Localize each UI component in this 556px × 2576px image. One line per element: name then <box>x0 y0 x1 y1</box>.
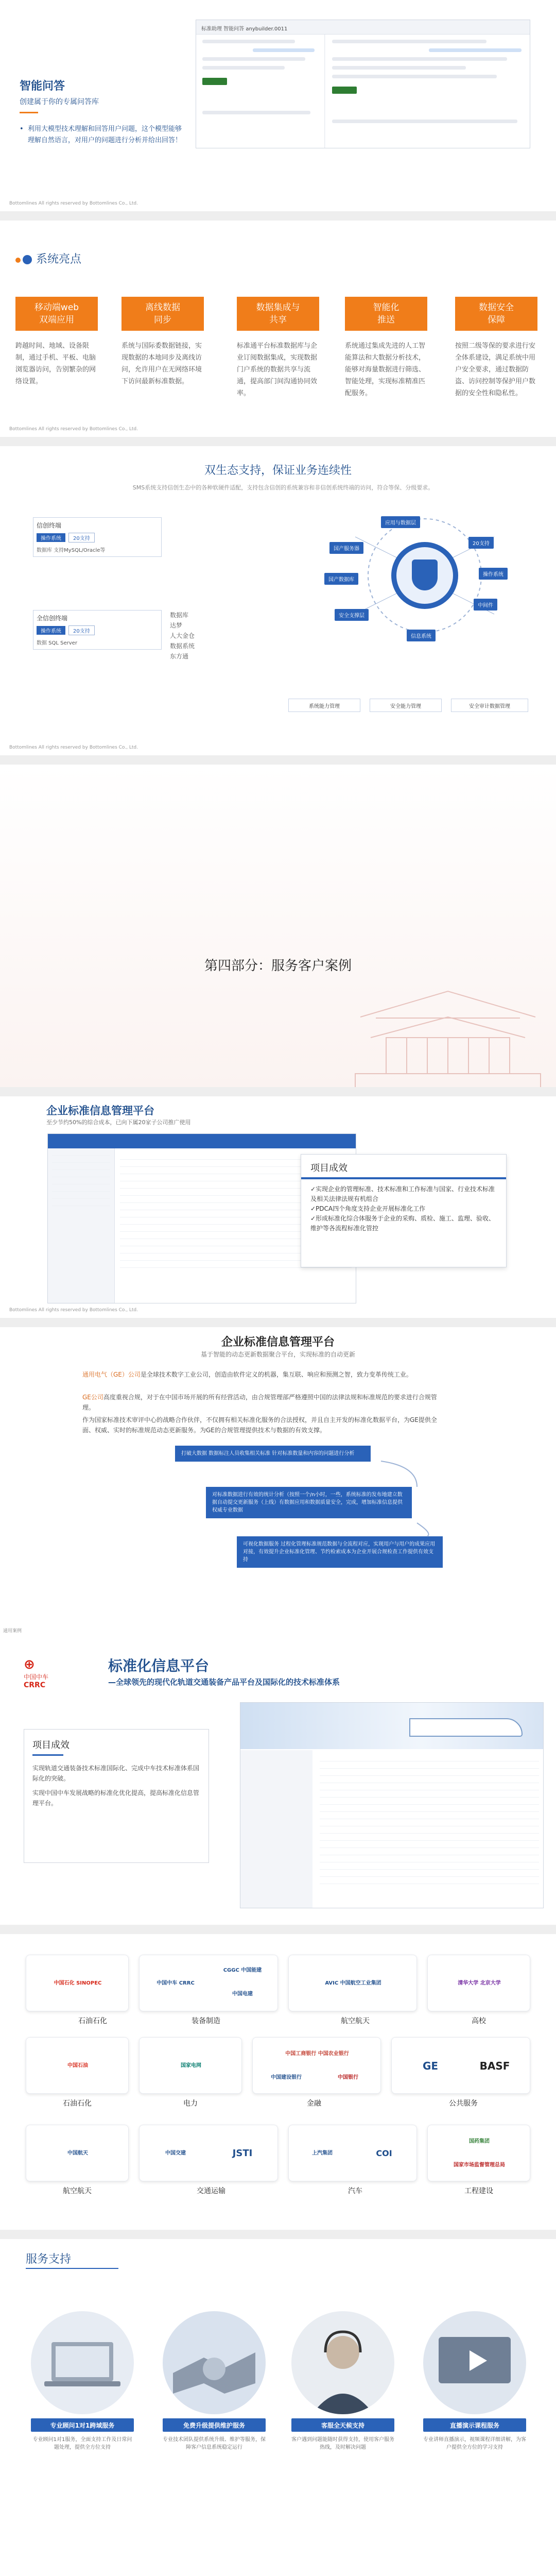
result-bar <box>32 1754 63 1756</box>
client-logo: 中国航天 <box>67 2150 88 2156</box>
list-item: 达梦 <box>170 622 183 629</box>
client-logo: COI <box>376 2148 392 2158</box>
category-label: 装备制造 <box>192 2017 220 2025</box>
feature-desc: 系统与国际委数据链接，实现数据的本地同步及离线访问，允许用户在无网络环境下访问最新标准数据。 <box>121 342 202 385</box>
footer: Bottomlines All rights reserved by Bottomlines Co., Ltd. <box>9 1308 138 1313</box>
title-bar <box>26 2268 118 2269</box>
card-row: 数据 SQL Server <box>37 640 77 646</box>
logo-card <box>427 1955 530 2011</box>
legend-item: 系统能力管理 <box>288 699 360 712</box>
logo-card <box>139 2125 278 2181</box>
security-hub-diagram <box>314 506 530 660</box>
slide-dual-ecosystem <box>0 446 556 755</box>
service-photo <box>291 2311 394 2414</box>
footer: Bottomlines All rights reserved by Bottomlines Co., Ltd. <box>9 745 138 750</box>
step-box: 可视化数据服务 过程化管理标准规范数据与全流程对应，实现用户与用户的成果应用对接，有效提升企业标准化管理、节约检索成本为企业开展合规检查工作提供有效支持 <box>237 1536 443 1568</box>
service-desc: 专业顾问1对1服务，全面支持工作及日常问题处理，提供全方位支持 <box>32 2437 132 2450</box>
platform-header <box>48 1134 356 1148</box>
category-label: 石油石化 <box>78 2017 107 2025</box>
card-title: 信创终端 <box>37 522 62 529</box>
qa-intro <box>20 77 184 146</box>
card-row: 数据库 支持MySQL/Oracle等 <box>37 548 106 553</box>
hub-node: 国产服务器 <box>329 542 363 554</box>
feature-title: 移动端web 双端应用 <box>15 297 98 331</box>
category-label: 工程建设 <box>464 2187 493 2195</box>
hub-node: 中间件 <box>474 599 497 611</box>
feature-title: 离线数据 同步 <box>121 297 204 331</box>
service-desc: 客户遇到问题能随时获得支持，使用客户服务热线，及时解决问题 <box>291 2437 394 2450</box>
client-logo: 中国中车 CRRC <box>157 1980 195 1986</box>
eco-desc: SMS系统支持信创生态中的各种软硬件适配，支持包含信创的系统兼容和非信创系统终端的访问，符合等保、分级要求。 <box>132 484 434 491</box>
service-card <box>423 2311 526 2451</box>
project-result-card <box>301 1154 507 1267</box>
accent-bar <box>20 112 38 113</box>
service-label: 客服全天候支持 <box>291 2418 394 2432</box>
qa-app-screenshot <box>196 20 530 148</box>
slide-smart-qa <box>0 0 556 211</box>
hub-node: 操作系统 <box>479 568 508 580</box>
hub-node: 安全支撑层 <box>335 609 369 621</box>
service-label: 免费升级提供维护服务 <box>163 2418 266 2432</box>
client-logo: BASF <box>479 2060 510 2072</box>
hub-node: 信息系统 <box>407 630 436 641</box>
slide-crrc-case <box>0 1636 556 1925</box>
client-logo: 中国石油 <box>67 2063 88 2069</box>
ge-subtitle: 基于智能的动态更新数据聚合平台，实现标准的自动更新 <box>200 1351 355 1358</box>
separator <box>0 437 556 446</box>
client-logo: 国家电网 <box>181 2063 201 2069</box>
client-logo: 清华大学 北京大学 <box>458 1980 501 1986</box>
result-item: ✓实现企业的管理标准、技术标准和工作标准与国家、行业技术标准及相关法律法规有机组合 <box>310 1185 495 1202</box>
train-banner <box>240 1703 543 1749</box>
qa-chat-pane-right <box>326 35 530 148</box>
category-label: 金融 <box>307 2099 321 2108</box>
support-box: 20支持 <box>68 533 95 543</box>
crrc-subtitle: —全球领先的现代化轨道交通装备产品平台及国际化的技术标准体系 <box>108 1677 340 1687</box>
ge-para-1: 通用电气（GE）公司是全球技术数字工业公司，创造由软件定义的机器，集互联、响应和预测之智，致力变革传统工业。 <box>82 1371 412 1378</box>
separator <box>0 1087 556 1096</box>
platform-nav <box>48 1148 115 1303</box>
highlights-heading: 系统亮点 <box>15 250 81 266</box>
category-label: 石油石化 <box>63 2099 92 2108</box>
separator <box>0 2230 556 2239</box>
logo-card <box>288 1955 417 2011</box>
client-logo: 中国石化 SINOPEC <box>54 1980 102 1986</box>
qa-bullet: • 利用大模型技术理解和回答用户问题，这个模型能够理解自然语言，对用户的问题进行分析并给出回答！ <box>20 124 184 146</box>
terminal-panels <box>33 517 187 682</box>
crrc-logo <box>24 1657 48 1689</box>
service-title: 服务支持 <box>26 2253 72 2266</box>
feature-title: 数据集成与 共享 <box>237 297 319 331</box>
footer: Bottomlines All rights reserved by Bottomlines Co., Ltd. <box>9 427 138 432</box>
card-heading: 项目成效 <box>310 1163 348 1174</box>
dot-icon <box>23 255 32 264</box>
service-photo <box>163 2311 266 2414</box>
separator <box>0 211 556 221</box>
client-logo: 中国工商银行 中国农业银行 <box>285 2051 349 2057</box>
crrc-platform-screenshot <box>240 1702 544 1908</box>
qa-title: 智能问答 <box>20 80 65 93</box>
slide-highlights <box>0 221 556 437</box>
category-label: 航空航天 <box>341 2017 370 2025</box>
card-title: 全信创终端 <box>37 615 68 622</box>
result-item: ✓PDCA四个角度支持企业开展标准化工作 <box>310 1205 426 1212</box>
client-logo: GE <box>422 2060 439 2072</box>
palace-illustration <box>350 971 546 1087</box>
service-label: 直播演示课程服务 <box>423 2418 526 2432</box>
ge-para-3: 作为国家标准技术审评中心的战略合作伙伴，不仅拥有相关标准化服务的合法授权，并且自主开发的标准化数据平台，为GE提供全面、权威、实时的标准规范动态更新服务。为GE的合规管理提供技术与数据的有效支撑。 <box>82 1416 437 1434</box>
qa-chat-pane-left <box>196 35 325 148</box>
os-button: 操作系统 <box>37 533 65 542</box>
result-heading: 项目成效 <box>32 1740 70 1751</box>
platform-table <box>316 1754 543 1884</box>
hub-node: 应用与数据层 <box>381 516 420 528</box>
category-label: 汽车 <box>348 2187 362 2195</box>
separator <box>0 1318 556 1327</box>
slide-service-support <box>0 2239 556 2576</box>
client-logo: JSTI <box>232 2148 253 2159</box>
logo-card <box>139 2037 242 2094</box>
list-item: 人大金仓 <box>170 632 195 639</box>
platform-sidebar <box>240 1750 312 1908</box>
client-logo: 中国银行 <box>338 2075 358 2080</box>
logo-en: CRRC <box>24 1681 46 1689</box>
client-logo: 上汽集团 <box>312 2150 333 2156</box>
ge-title: 企业标准信息管理平台 <box>221 1336 335 1349</box>
ge-para-2: GE公司高度重视合规，对于在中国市场开展的所有经营活动，由合规管理部严格遵照中国的法律法规和标准规范的要求进行合规管理。 <box>82 1394 437 1411</box>
feature-desc: 系统通过集成先进的人工智能算法和大数据分析技术，能够对海量数据进行筛选、智能处理，实现标准精准匹配服务。 <box>345 342 426 397</box>
legend-item: 安全审计数据管理 <box>451 699 528 712</box>
feature-title: 数据安全 保障 <box>455 297 537 331</box>
logo-card <box>252 2037 381 2094</box>
service-photo <box>423 2311 526 2414</box>
feature-card <box>237 297 319 399</box>
qa-app-header: 标准助理 智能问答 anybuilder.0011 <box>196 20 530 35</box>
crrc-result-card <box>24 1729 209 1863</box>
feature-desc: 跨越时间、地域、设备限制，通过手机、平板、电脑浏览器访问，告别繁杂的网络设置。 <box>15 342 96 385</box>
feature-title: 智能化 推送 <box>345 297 427 331</box>
feature-desc: 标准通平台标准数据库与企业订阅数据集成，实现数据门户系统的数据共享与流通，提高部门间沟通协同效率。 <box>237 342 318 397</box>
client-logo: 中国电建 <box>232 1991 253 1997</box>
result-text: 实现轨道交通装备技术标准国际化、完成中车技术标准体系国际化的突破。 <box>32 1765 200 1782</box>
category-label: 公共服务 <box>449 2099 478 2108</box>
result-item: ✓形成标准化综合体服务于企业的采购、质检、施工、监理、验收、维护等各流程标准化管控 <box>310 1215 495 1232</box>
client-logo: 中国交建 <box>165 2150 186 2156</box>
case-subtitle: 至少节约50%的综合成本，已向下属20家子公司推广使用 <box>46 1119 191 1126</box>
legend-item: 安全能力管理 <box>370 699 442 712</box>
service-desc: 专业讲师直播演示，视频课程详细讲解，为客户提供全方位的学习支持 <box>423 2437 526 2450</box>
feature-card <box>121 297 204 387</box>
step-box: 打破大数据 数据标注人员收集相关标准 针对标准数量和内容的问题进行分析 <box>175 1446 371 1462</box>
feature-card <box>455 297 537 399</box>
video-class-icon <box>423 2311 526 2414</box>
result-text: 实现中国中车发展战略的标准化优化提高，提高标准化信息管理平台。 <box>32 1789 200 1807</box>
slide-section-cases <box>0 765 556 1087</box>
category-label: 高校 <box>472 2017 486 2025</box>
qa-subtitle: 创建属于你的专属问答库 <box>20 98 99 106</box>
logo-card <box>427 2125 530 2181</box>
service-card <box>31 2311 134 2451</box>
headset-agent-icon <box>291 2311 394 2414</box>
card-bar <box>301 1177 506 1179</box>
full-xinchuang-terminal-card <box>33 610 162 650</box>
section-title: 第四部分：服务客户案例 <box>204 958 352 974</box>
category-label: 交通运输 <box>197 2187 225 2195</box>
category-label: 航空航天 <box>63 2187 92 2195</box>
step-box: 对标准数据进行有效的统计分析（按照一个/n小时，一些，系统标准的发布地建立数据自动提交更新服务（上线）有数据应用和数据质量安全，完成，增加标准信息提供权威专业数据 <box>206 1487 412 1518</box>
client-logo: AVIC 中国航空工业集团 <box>325 1980 381 1986</box>
category-label: 电力 <box>183 2099 198 2108</box>
footer: Bottomlines All rights reserved by Bottomlines Co., Ltd. <box>9 201 138 206</box>
logo-card <box>26 2125 129 2181</box>
crrc-title: 标准化信息平台 <box>108 1657 210 1674</box>
service-label: 专业顾问1对1跨域服务 <box>31 2418 134 2432</box>
handshake-icon <box>163 2311 266 2414</box>
feature-card <box>345 297 427 399</box>
shield-lock-icon <box>412 560 438 590</box>
laptop-icon <box>31 2311 134 2414</box>
list-item: 数据库 <box>170 612 189 619</box>
logo-card <box>26 2037 129 2094</box>
slide-enterprise-standard-case <box>0 1096 556 1318</box>
ge-steps <box>175 1446 443 1590</box>
logo-cn: 中国中车 <box>24 1673 49 1681</box>
feature-card <box>15 297 98 387</box>
list-item: 数据系统 <box>170 642 195 650</box>
section-tag: 通用案例 <box>3 1629 22 1634</box>
case-title: 企业标准信息管理平台 <box>46 1105 154 1117</box>
list-item: 东方通 <box>170 653 189 660</box>
hub-ring <box>391 542 458 609</box>
service-desc: 专业技术团队提供系统升级、维护等服务，保障客户信息系统稳定运行 <box>163 2437 266 2450</box>
os-button: 操作系统 <box>37 626 65 635</box>
hub-node: 国产数据库 <box>324 573 358 585</box>
crrc-mark-icon: ⊕ <box>24 1657 35 1672</box>
logo-card <box>391 2037 530 2094</box>
slide-ge-case <box>0 1327 556 1636</box>
logo-card <box>139 1955 278 2011</box>
train-image <box>409 1718 523 1737</box>
hub-node: 20支持 <box>468 537 494 549</box>
service-photo <box>31 2311 134 2414</box>
client-logo: CGGC 中国能建 <box>223 1968 262 1973</box>
logo-card <box>26 1955 129 2011</box>
separator <box>0 755 556 765</box>
separator <box>0 1925 556 1934</box>
dot-icon <box>15 258 21 263</box>
client-logo: 国家市场监督管理总局 <box>454 2162 505 2168</box>
feature-desc: 按照二级等保的要求进行安全体系建设，满足系统中用户安全要求，通过数据防盗、访问控制等保护用户数据的安全性和隐私性。 <box>455 342 536 397</box>
xinchuang-terminal-card <box>33 517 162 557</box>
slide-client-logos <box>0 1934 556 2230</box>
client-logo: 国药集团 <box>469 2139 490 2144</box>
logo-card <box>288 2125 417 2181</box>
support-box: 20支持 <box>68 625 95 635</box>
client-logo: 中国建设银行 <box>271 2075 302 2080</box>
eco-title: 双生态支持，保证业务连续性 <box>204 464 352 477</box>
db-list <box>170 610 195 662</box>
service-card <box>291 2311 394 2451</box>
service-card <box>163 2311 266 2451</box>
